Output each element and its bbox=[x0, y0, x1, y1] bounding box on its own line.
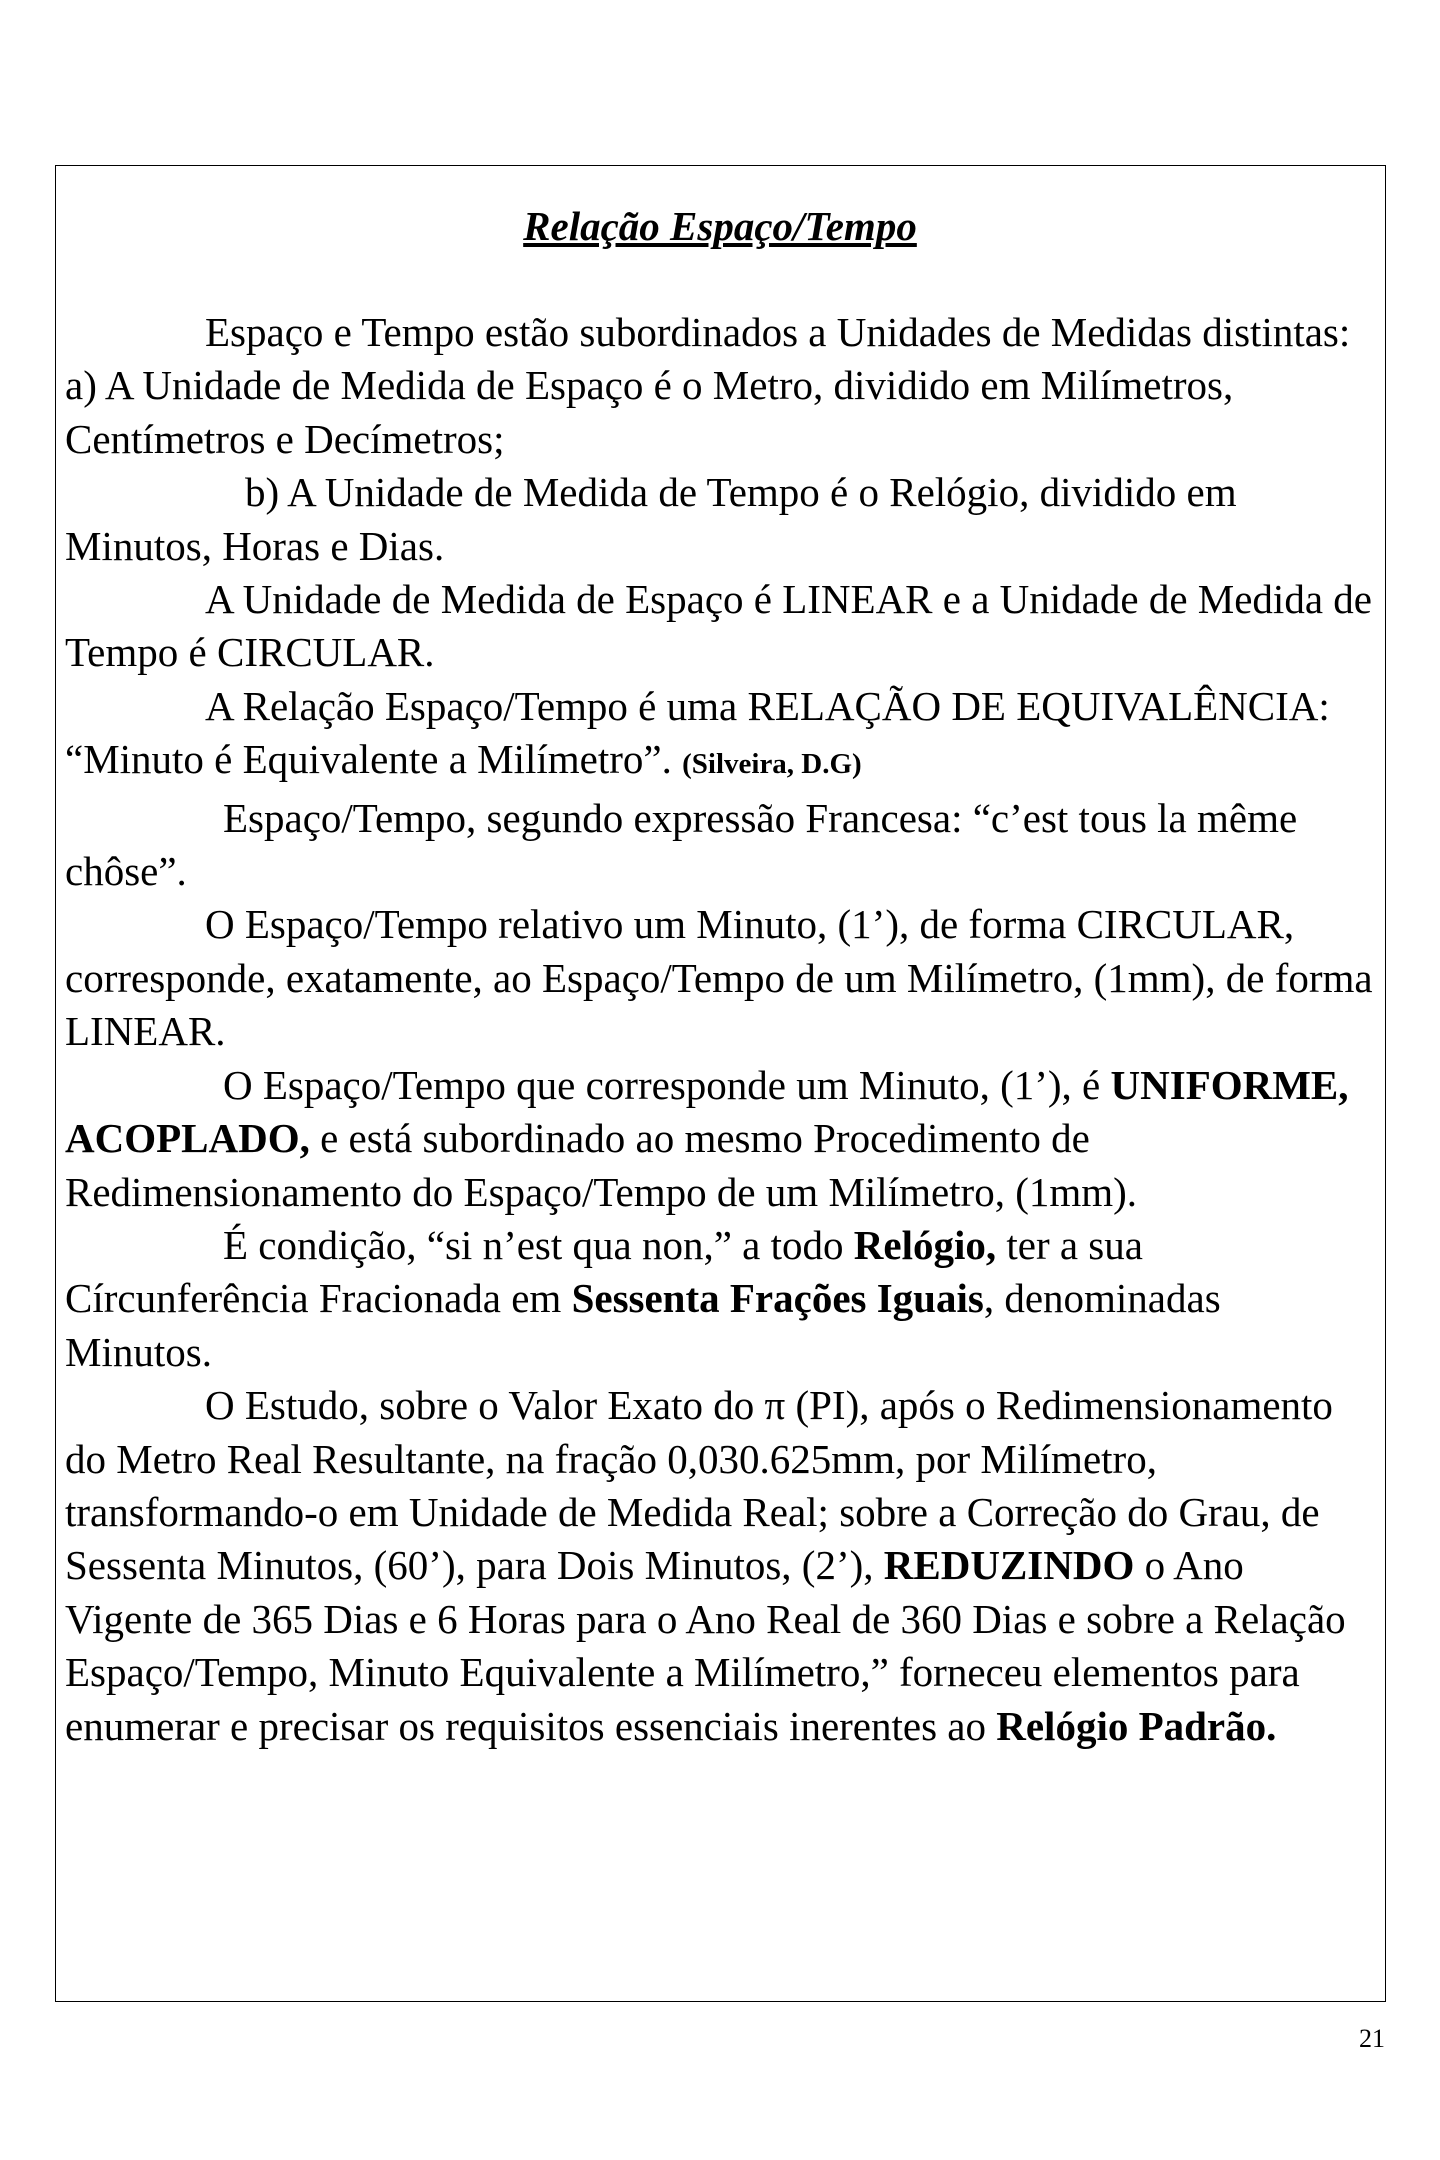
paragraph-text: O Estudo, sobre o Valor Exato do π (PI), após o Redimensionamento do Metro Real Resultante, na fração 0,030.625mm, por Milímetro, transformando-o em Unidade de Medida Real; sobre a Correção do Grau, de Sessenta Minutos, (60’), para Dois Minutos, (2’), bbox=[65, 1382, 1333, 1589]
paragraph-time-unit bbox=[65, 466, 1375, 573]
page-number: 21 bbox=[1359, 2024, 1385, 2053]
paragraph-text: O Espaço/Tempo relativo um Minuto, (1’), de forma CIRCULAR, corresponde, exatamente, ao Espaço/Tempo de um Milímetro, (1mm), de forma LINEAR. bbox=[65, 901, 1373, 1055]
citation-reference: (Silveira, D.G) bbox=[682, 748, 862, 781]
paragraph-french-expression bbox=[65, 792, 1375, 899]
paragraph-units-intro bbox=[65, 306, 1375, 466]
paragraph-uniform-coupled bbox=[65, 1059, 1375, 1219]
document-body bbox=[65, 200, 1375, 1753]
bold-sixty-fractions: Sessenta Frações Iguais bbox=[571, 1275, 984, 1322]
paragraph-text: o Ano Vigente de 365 Dias e 6 Horas para o Ano Real de 360 Dias e sobre a Relação Espaço/Tempo, Minuto Equivalente a Milímetro,” forneceu elementos para enumerar e precisar os requisitos essenciais inerentes ao bbox=[65, 1542, 1346, 1749]
paragraph-linear-circular bbox=[65, 573, 1375, 680]
bold-standard-clock: Relógio Padrão. bbox=[996, 1702, 1277, 1749]
document-title: Relação Espaço/Tempo bbox=[523, 203, 917, 249]
paragraph-text: É condição, “si n’est qua non,” a todo bbox=[223, 1221, 844, 1268]
paragraph-text: ter a sua Círcunferência Fracionada em bbox=[65, 1221, 1143, 1322]
bold-clock: Relógio, bbox=[853, 1221, 997, 1268]
bold-reducing: REDUZINDO bbox=[883, 1542, 1135, 1589]
paragraph-text: Espaço e Tempo estão subordinados a Unidades de Medidas distintas: a) A Unidade de Medida de Espaço é o Metro, dividido em Milímetros, Centímetros e Decímetros; bbox=[65, 309, 1351, 462]
paragraph-clock-condition bbox=[65, 1219, 1375, 1379]
paragraph-text: Espaço/Tempo, segundo expressão Francesa: “c’est tous la même chôse”. bbox=[65, 794, 1298, 895]
paragraph-text: b) A Unidade de Medida de Tempo é o Relógio, dividido em Minutos, Horas e Dias. bbox=[65, 469, 1237, 569]
paragraph-text: , denominadas Minutos. bbox=[65, 1275, 1221, 1375]
paragraph-text: A Unidade de Medida de Espaço é LINEAR e a Unidade de Medida de Tempo é CIRCULAR. bbox=[65, 576, 1372, 676]
paragraph-minute-millimeter bbox=[65, 898, 1375, 1058]
paragraph-pi-study bbox=[65, 1379, 1375, 1753]
paragraph-equivalence bbox=[65, 680, 1375, 792]
paragraph-text: e está subordinado ao mesmo Procedimento de Redimensionamento do Espaço/Tempo de um Milímetro, (1mm). bbox=[65, 1115, 1138, 1215]
paragraph-text: A Relação Espaço/Tempo é uma RELAÇÃO DE EQUIVALÊNCIA: “Minuto é Equivalente a Milímetro”. bbox=[65, 682, 1330, 783]
paragraph-text: O Espaço/Tempo que corresponde um Minuto, (1’), é bbox=[223, 1061, 1101, 1108]
bold-uniform-coupled: UNIFORME, ACOPLADO, bbox=[65, 1061, 1349, 1162]
